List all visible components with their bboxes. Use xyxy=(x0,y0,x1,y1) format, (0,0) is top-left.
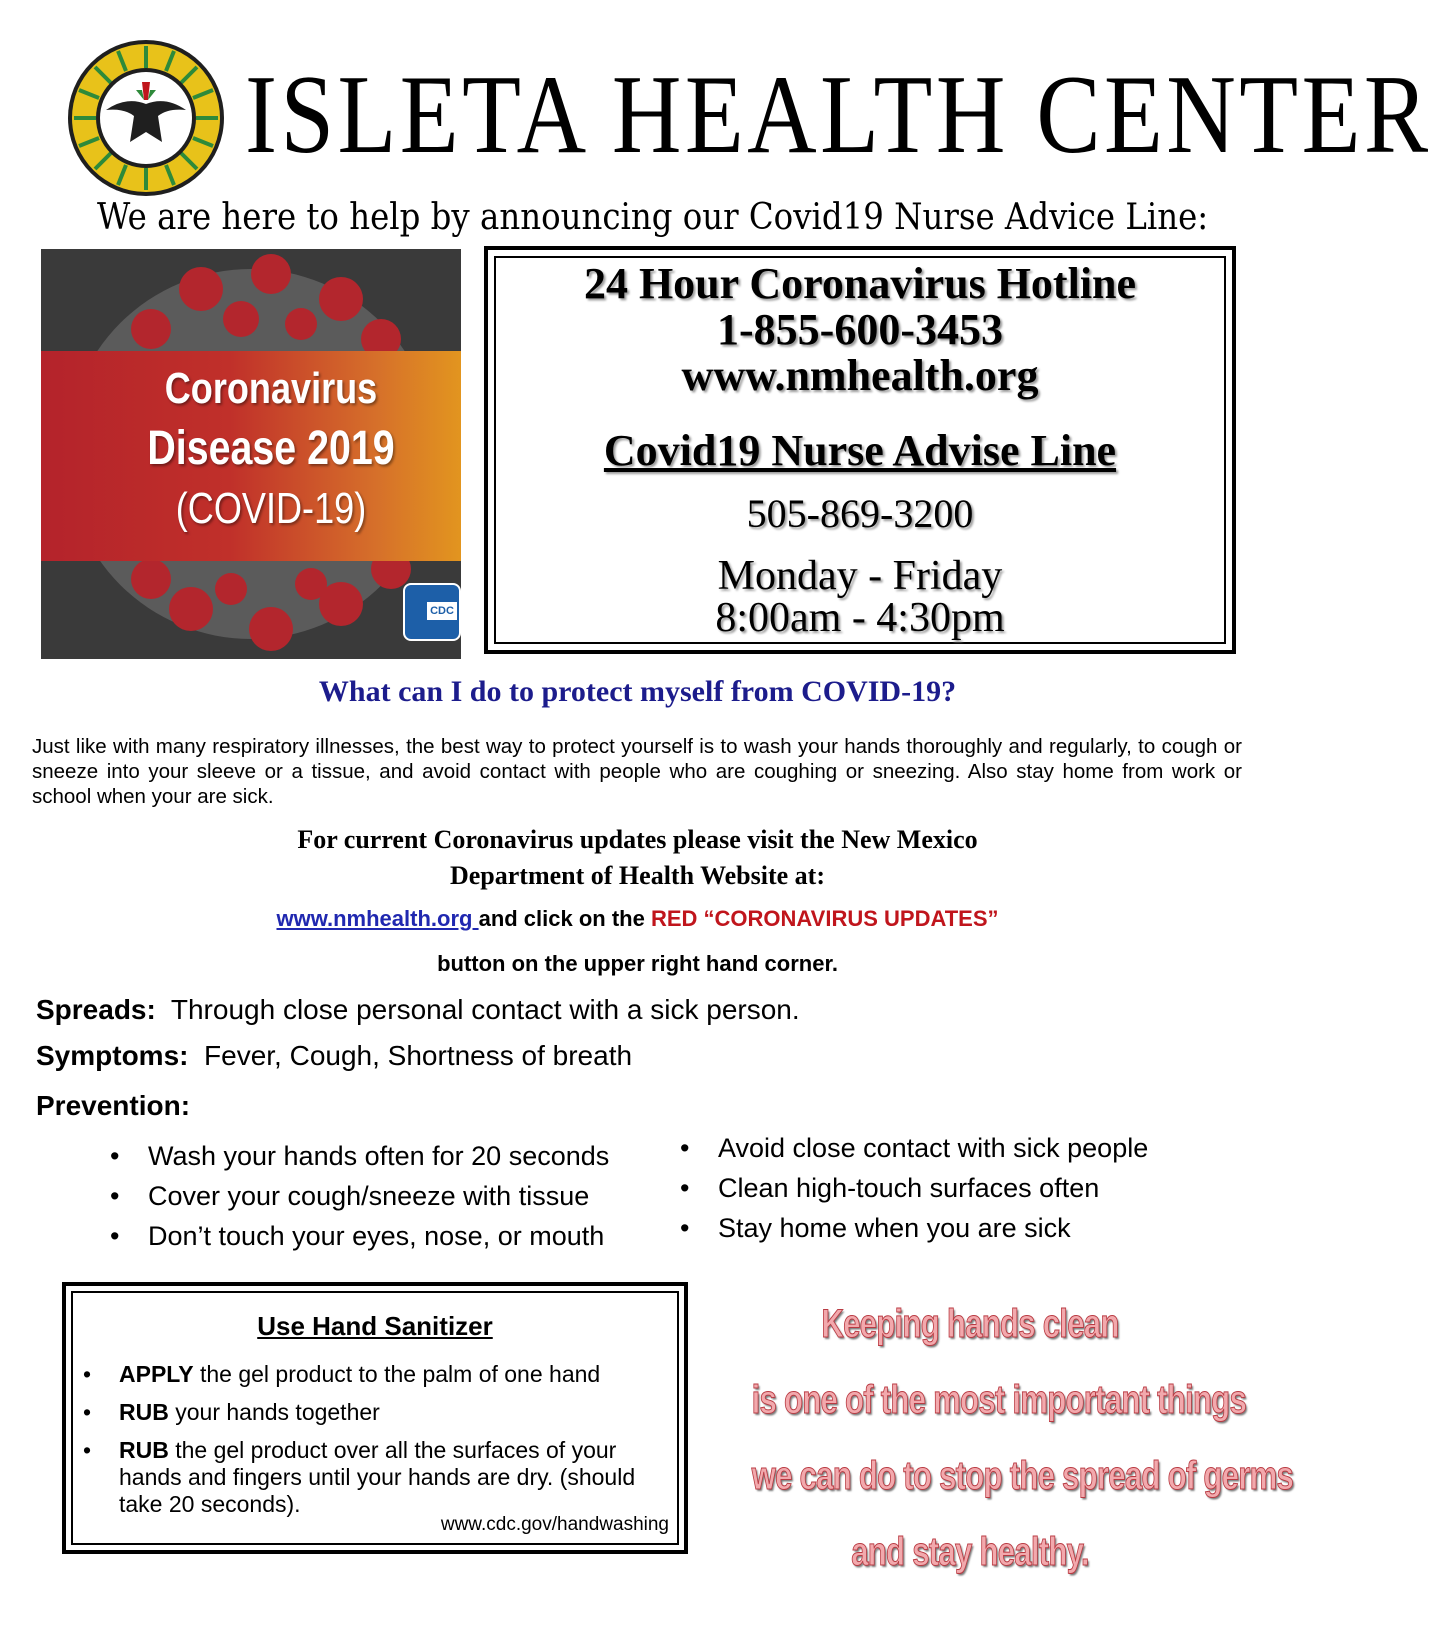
cdc-logo-icon xyxy=(403,583,461,641)
sanitizer-box-inner xyxy=(71,1291,679,1545)
protect-heading: What can I do to protect myself from COVID-19? xyxy=(318,675,957,708)
updates-link-line xyxy=(0,902,1275,936)
step-keyword: APPLY xyxy=(119,1361,194,1387)
nurse-line-days: Monday - Friday xyxy=(717,553,1003,599)
hotline-box-inner xyxy=(494,256,1226,644)
list-item: • Avoid close contact with sick people xyxy=(680,1128,1148,1168)
updates-middle-text: and click on the xyxy=(478,906,651,931)
nurse-line-hours: 8:00am - 4:30pm xyxy=(715,595,1005,641)
list-item: • Cover your cough/sneeze with tissue xyxy=(110,1176,609,1216)
updates-line-1: For current Coronavirus updates please visit the New Mexico xyxy=(297,825,978,854)
list-item xyxy=(83,1361,673,1388)
pueblo-seal-logo xyxy=(66,38,226,198)
covid-title xyxy=(81,359,461,539)
symptoms-text: Fever, Cough, Shortness of breath xyxy=(188,1040,633,1071)
covid-title-line2: Disease 2019 xyxy=(147,422,395,475)
spreads-row xyxy=(36,992,800,1028)
list-item: • Wash your hands often for 20 seconds xyxy=(110,1136,609,1176)
nmhealth-link[interactable]: www.nmhealth.org xyxy=(276,906,479,931)
step-keyword: RUB xyxy=(119,1399,169,1425)
hotline-title: 24 Hour Coronavirus Hotline xyxy=(583,259,1137,308)
prevention-list-left xyxy=(110,1136,609,1256)
list-item: • Don’t touch your eyes, nose, or mouth xyxy=(110,1216,609,1256)
slogan-line-3: we can do to stop the spread of germs xyxy=(751,1454,1294,1498)
protect-paragraph: Just like with many respiratory illnesses, the best way to protect yourself is to wash your hands thoroughly and regularly, to cough or sneeze into your sleeve or a tissue, and avoid contact with people who are coughing or sneezing. Also stay home from work or school when your are sick. xyxy=(32,735,1242,808)
slogan-line-1: Keeping hands clean xyxy=(821,1302,1119,1346)
list-item: • Stay home when you are sick xyxy=(680,1208,1148,1248)
prevention-list-right xyxy=(680,1128,1148,1248)
covid-image xyxy=(41,249,461,659)
covid-title-line1: Coronavirus xyxy=(164,364,378,413)
spreads-label: Spreads: xyxy=(36,994,156,1025)
spreads-text: Through close personal contact with a sick person. xyxy=(155,994,800,1025)
step-text: the gel product over all the surfaces of your hands and fingers until your hands are dry. (should take 20 seconds). xyxy=(119,1437,636,1517)
step-text: the gel product to the palm of one hand xyxy=(193,1361,601,1387)
list-item: • Clean high-touch surfaces often xyxy=(680,1168,1148,1208)
symptoms-row xyxy=(36,1038,632,1074)
updates-line-4: button on the upper right hand corner. xyxy=(437,951,838,976)
nurse-line-title: Covid19 Nurse Advise Line xyxy=(603,426,1117,475)
step-keyword: RUB xyxy=(119,1437,169,1463)
sanitizer-title: Use Hand Sanitizer xyxy=(257,1311,493,1341)
updates-line-2: Department of Health Website at: xyxy=(449,861,825,890)
slogan-line-4: and stay healthy. xyxy=(851,1530,1089,1574)
hotline-url: www.nmhealth.org xyxy=(681,351,1039,400)
sanitizer-list xyxy=(83,1361,673,1529)
sanitizer-box xyxy=(62,1282,688,1554)
prevention-label: Prevention: xyxy=(36,1090,191,1121)
org-name-heading: ISLETA HEALTH CENTER xyxy=(245,53,1432,177)
nurse-line-phone: 505-869-3200 xyxy=(746,491,974,536)
slogan-line-2: is one of the most important things xyxy=(751,1378,1247,1422)
symptoms-label: Symptoms: xyxy=(36,1040,189,1071)
intro-text: We are here to help by announcing our Covid19 Nurse Advice Line: xyxy=(97,197,1209,238)
sanitizer-source: www.cdc.gov/handwashing xyxy=(440,1514,669,1535)
list-item xyxy=(83,1399,673,1426)
hotline-box xyxy=(484,246,1236,654)
list-item xyxy=(83,1437,673,1518)
updates-red-text: RED “CORONAVIRUS UPDATES” xyxy=(650,906,999,931)
slogan xyxy=(690,1286,1294,1590)
covid-title-line3: (COVID-19) xyxy=(175,484,367,533)
cdc-logo-text: CDC xyxy=(427,602,457,620)
step-text: your hands together xyxy=(168,1399,380,1425)
hotline-phone: 1-855-600-3453 xyxy=(717,305,1003,354)
